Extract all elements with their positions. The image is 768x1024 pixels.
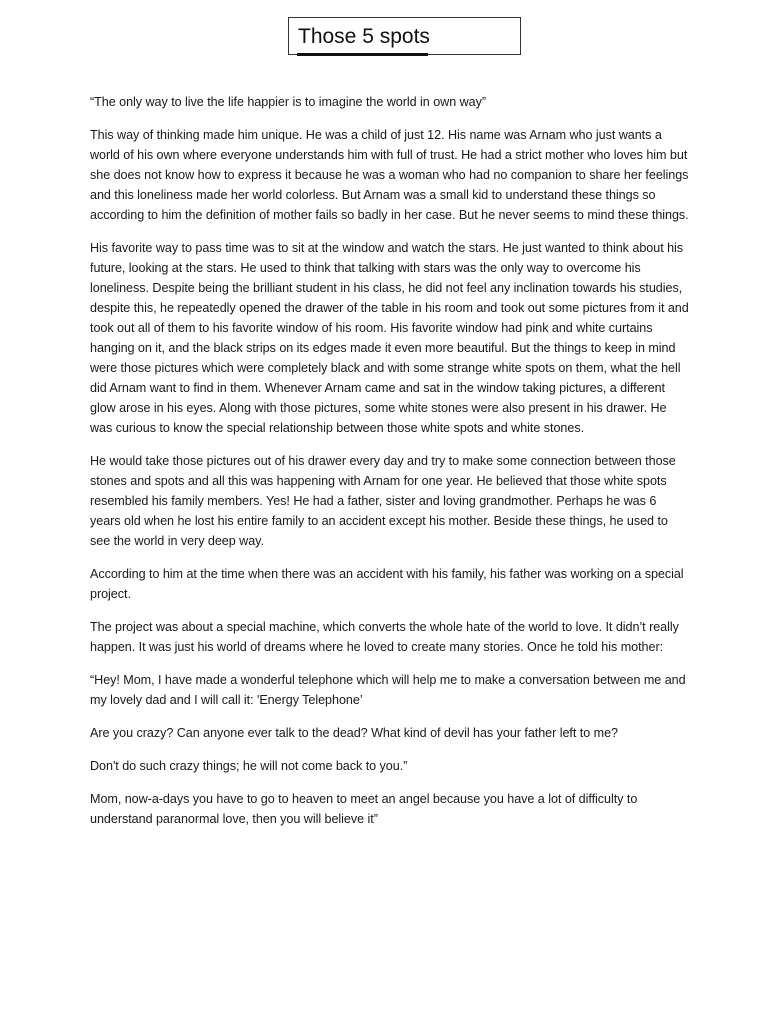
- paragraph-dialogue: “Hey! Mom, I have made a wonderful telephone which will help me to make a conversation between me and my lovely dad and I will call it: 'Energy Telephone’: [90, 673, 686, 707]
- paragraph-quote: “The only way to live the life happier is to imagine the world in own way”: [90, 95, 486, 109]
- document-body: [90, 92, 690, 842]
- paragraph: According to him at the time when there was an accident with his family, his father was working on a special project.: [90, 567, 684, 601]
- paragraph: This way of thinking made him unique. He was a child of just 12. His name was Arnam who just wants a world of his own where everyone understands him with full of trust. He had a strict mother who loves him but she does not know how to express it because he was a woman who had no companion to share her feelings and this loneliness made her world colorless. But Arnam was a small kid to understand these things so according to him the definition of mother fails so badly in her case. But he never seems to mind these things.: [90, 128, 689, 222]
- paragraph: He would take those pictures out of his drawer every day and try to make some connection between those stones and spots and all this was happening with Arnam for one year. He believed that those white spots resembled his family members. Yes! He had a father, sister and loving grandmother. Perhaps he was 6 years old when he lost his entire family to an accident except his mother. Beside these things, he used to see the world in very deep way.: [90, 454, 676, 548]
- title-box: [288, 17, 521, 55]
- paragraph: The project was about a special machine, which converts the whole hate of the world to love. It didn’t really happen. It was just his world of dreams where he loved to create many stories. Once he told his mother:: [90, 620, 679, 654]
- paragraph-dialogue: Don't do such crazy things; he will not come back to you.”: [90, 759, 408, 773]
- document-title: Those 5 spots: [298, 25, 430, 48]
- paragraph-dialogue: Mom, now-a-days you have to go to heaven to meet an angel because you have a lot of difficulty to understand paranormal love, then you will believe it”: [90, 792, 638, 826]
- paragraph-dialogue: Are you crazy? Can anyone ever talk to the dead? What kind of devil has your father left to me?: [90, 726, 618, 740]
- paragraph: His favorite way to pass time was to sit at the window and watch the stars. He just wanted to think about his future, looking at the stars. He used to think that talking with stars was the only way to overcome his loneliness. Despite being the brilliant student in his class, he did not feel any inclination towards his studies, despite this, he repeatedly opened the drawer of the table in his room and took out some pictures from it and took out all of them to his favorite window of his room. His favorite window had pink and white curtains hanging on it, and the black strips on its edges made it even more beautiful. But the things to keep in mind were those pictures which were completely black and with some strange white spots on them, what the hell did Arnam want to find in them. Whenever Arnam came and sat in the window taking pictures, a different glow arose in his eyes. Along with those pictures, some white stones were also present in his drawer. He was curious to know the special relationship between those white spots and white stones.: [90, 241, 689, 435]
- title-underline: [297, 53, 428, 56]
